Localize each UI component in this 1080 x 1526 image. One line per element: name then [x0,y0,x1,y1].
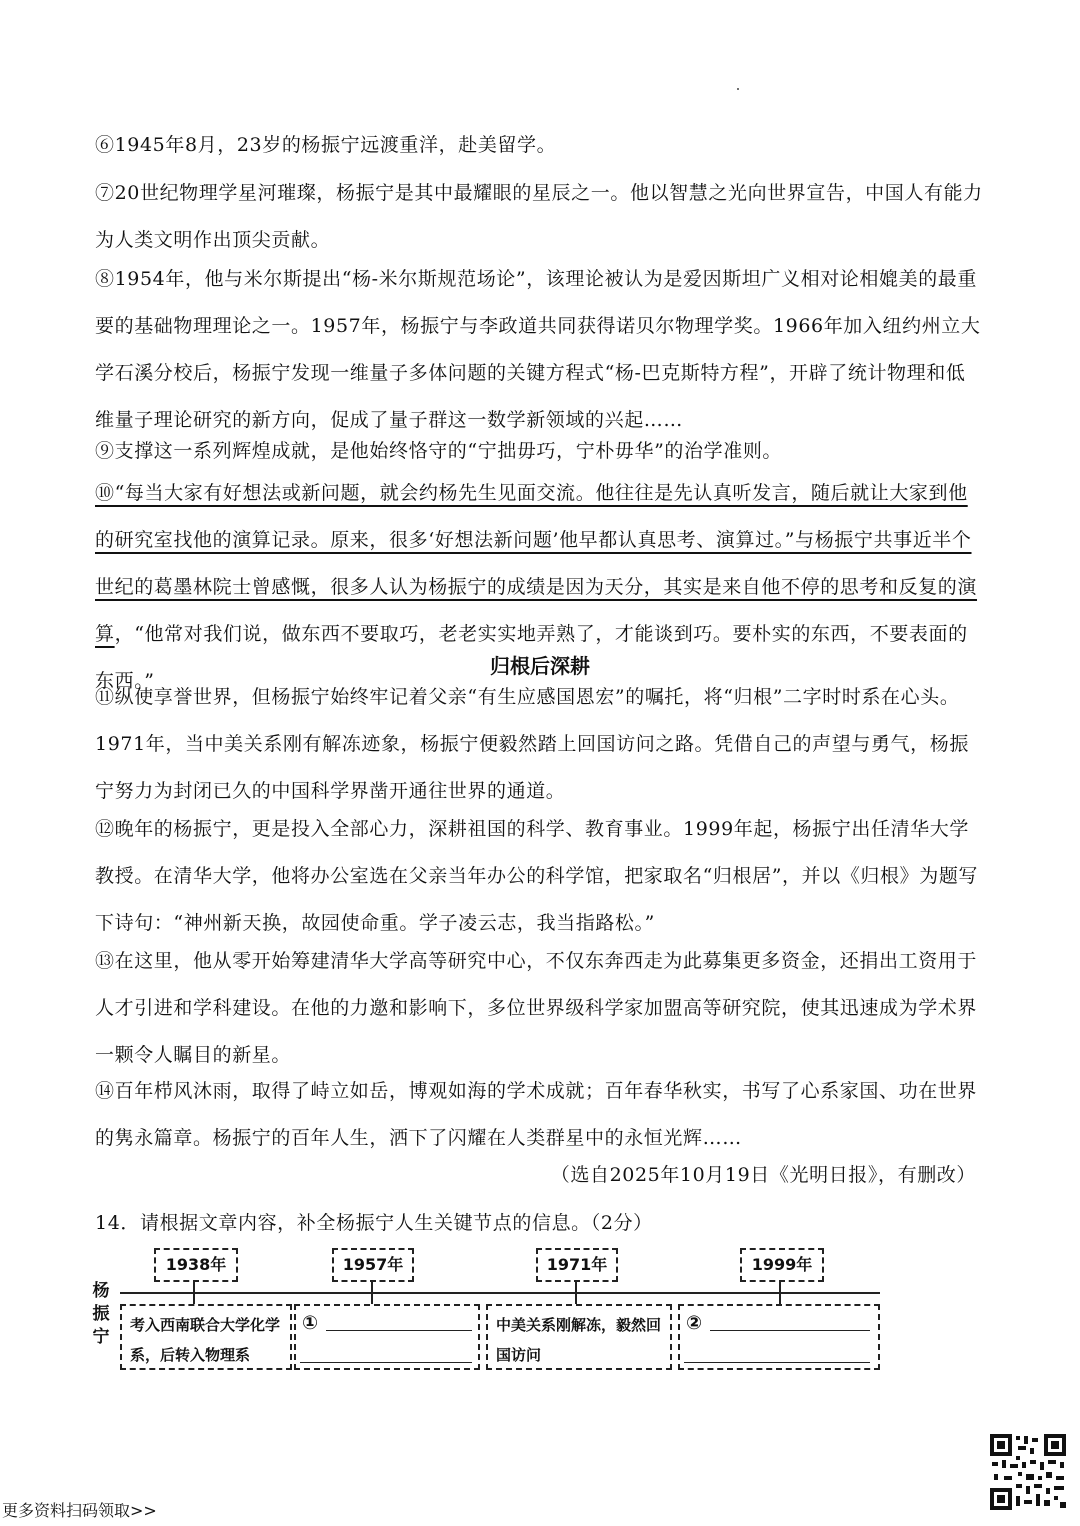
paragraph-7: ⑦20世纪物理学星河璀璨，杨振宁是其中最耀眼的星辰之一。他以智慧之光向世界宣告，中国人有能力为人类文明作出顶尖贡献。 [95,182,983,251]
answer-line [300,1362,472,1363]
blank-marker-2: ② [686,1312,703,1334]
timeline-axis [120,1292,880,1294]
footer-link[interactable]: 更多资料扫码领取>> [2,1501,157,1520]
section-heading: 归根后深耕 [490,654,590,678]
source-citation: （选自2025年10月19日《光明日报》，有删改） [550,1164,976,1186]
answer-box-1[interactable] [294,1304,480,1370]
year-box-1957: 1957年 [332,1248,414,1282]
paragraph-10-underlined: ⑩“每当大家有好想法或新问题，就会约杨先生见面交流。他往往是先认真听发言，随后就让大家到他的研究室找他的演算记录。原来，很多‘好想法新问题’他早都认真思考、演算过。”与杨振宁共事近半个世纪的葛墨林院士曾感慨，很多人认为杨振宁的成绩是因为天分，其实是来自他不停的思考和反复的演算 [95,482,978,645]
timeline-name [90,1280,112,1349]
paragraph-13: ⑬在这里，他从零开始筹建清华大学高等研究中心，不仅东奔西走为此募集更多资金，还捐出工资用于人才引进和学科建设。在他的力邀和影响下，多位世界级科学家加盟高等研究院，使其迅速成为学术界一颗令人瞩目的新星。 [95,950,978,1066]
year-box-1999: 1999年 [740,1248,824,1282]
blank-marker-1: ① [302,1312,319,1334]
paragraph-9: ⑨支撑这一系列辉煌成就，是他始终恪守的“宁拙毋巧，宁朴毋华”的治学准则。 [95,440,783,462]
timeline-tick [371,1280,373,1304]
timeline-tick [575,1280,577,1304]
year-box-1938: 1938年 [154,1248,238,1282]
answer-line [710,1330,870,1331]
name-char: 宁 [92,1327,110,1347]
answer-line [684,1362,870,1363]
event-1971: 中美关系刚解冻，毅然回国访问 [486,1304,672,1370]
timeline-tick [779,1280,781,1304]
paragraph-12: ⑫晚年的杨振宁，更是投入全部心力，深耕祖国的科学、教育事业。1999年起，杨振宁出任清华大学教授。在清华大学，他将办公室选在父亲当年办公的科学馆，把家取名“归根居”，并以《归根》为题写下诗句：“神州新天换，故园使命重。学子凌云志，我当指路松。” [95,818,979,934]
timeline-tick [193,1280,195,1304]
timeline-diagram [90,1240,890,1380]
scan-speck [737,88,739,90]
paragraph-14: ⑭百年栉风沐雨，取得了峙立如岳，博观如海的学术成就；百年春华秋实，书写了心系家国、功在世界的隽永篇章。杨振宁的百年人生，洒下了闪耀在人类群星中的永恒光辉…… [95,1080,978,1149]
qr-code-icon[interactable] [988,1432,1068,1512]
paragraph-8: ⑧1954年，他与米尔斯提出“杨-米尔斯规范场论”，该理论被认为是爱因斯坦广义相对论相媲美的最重要的基础物理理论之一。1957年，杨振宁与李政道共同获得诺贝尔物理学奖。1966年加入纽约州立大学石溪分校后，杨振宁发现一维量子多体问题的关键方程式“杨-巴克斯特方程”，开辟了统计物理和低维量子理论研究的新方向，促成了量子群这一数学新领域的兴起…… [95,268,981,431]
year-box-1971: 1971年 [536,1248,618,1282]
paragraph-10-rest: ，“他常对我们说，做东西不要取巧，老老实实地弄熟了，才能谈到巧。要朴实的东西，不要表面的东西。” [95,623,968,692]
answer-box-2[interactable] [678,1304,880,1370]
paragraph-6: ⑥1945年8月，23岁的杨振宁远渡重洋，赴美留学。 [95,134,557,156]
name-char: 振 [92,1304,110,1324]
answer-line [326,1330,472,1331]
question-14: 14．请根据文章内容，补全杨振宁人生关键节点的信息。（2分） [95,1212,653,1234]
name-char: 杨 [92,1281,110,1301]
event-1938: 考入西南联合大学化学系，后转入物理系 [120,1304,292,1370]
paragraph-11: ⑪纵使享誉世界，但杨振宁始终牢记着父亲“有生应感国恩宏”的嘱托，将“归根”二字时时系在心头。1971年，当中美关系刚有解冻迹象，杨振宁便毅然踏上回国访问之路。凭借自己的声望与勇气，杨振宁努力为封闭已久的中国科学界凿开通往世界的通道。 [95,686,969,802]
